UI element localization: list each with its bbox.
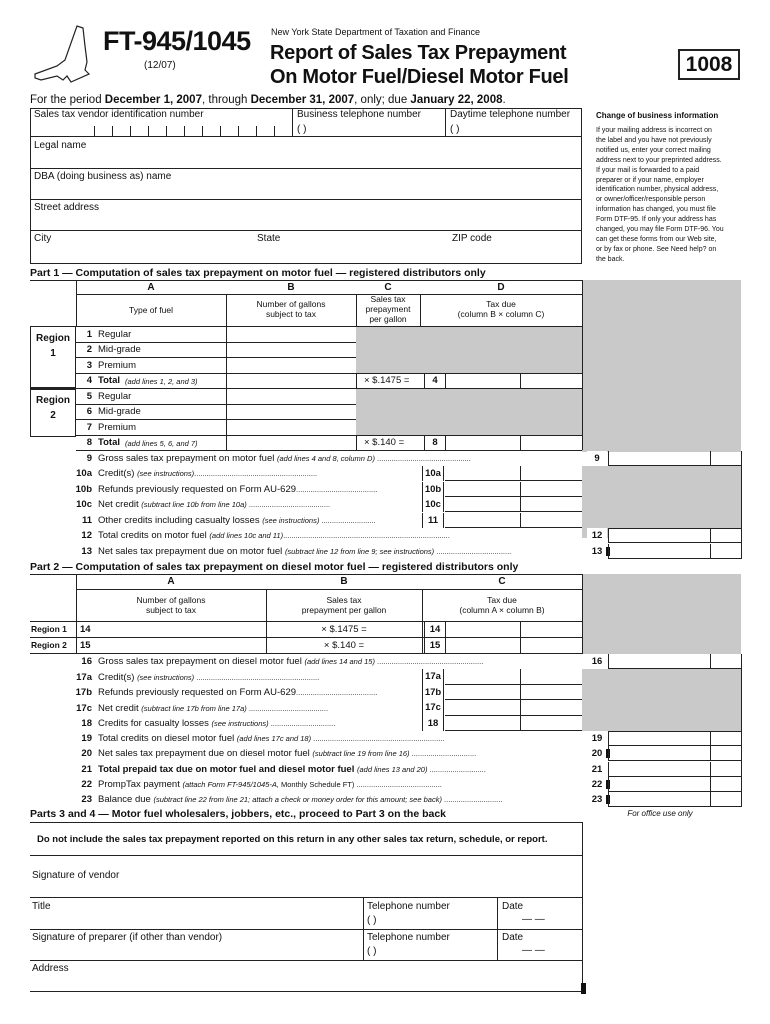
- line13-box-number: 13: [591, 546, 603, 557]
- line13-box-label: [587, 544, 607, 559]
- line8-box-number: 8: [432, 437, 438, 448]
- part2-col-c-letter: C: [498, 576, 506, 587]
- period-only-due: , only; due: [354, 94, 411, 106]
- line2-number: 2: [86, 344, 92, 355]
- line10b-text: [98, 485, 377, 495]
- line10b-number: 10b: [75, 484, 92, 495]
- change-info-line: the label and you have not previously: [596, 136, 712, 144]
- part2-col-b-head-2: prepayment per gallon: [301, 605, 387, 615]
- line10a-dots: ...........................................................: [194, 469, 318, 478]
- diesel-region1-label: Region 1: [31, 624, 67, 634]
- line18-dots: ...............................: [268, 719, 336, 728]
- line7-label: Premium: [98, 422, 137, 433]
- line17b-dots: .......................................: [296, 688, 378, 697]
- daytime-phone-input[interactable]: ( ): [450, 124, 460, 135]
- line14-box-label: [424, 622, 446, 637]
- line17b-input[interactable]: [445, 685, 582, 700]
- change-info-line: or owner/officer/responsible person: [596, 196, 706, 204]
- line8-number: 8: [86, 437, 92, 448]
- part1-col-c-letter: C: [384, 282, 392, 293]
- region2-label: Region: [36, 395, 70, 406]
- line9-input[interactable]: [608, 451, 741, 466]
- change-info-line: identification number, physical address,: [596, 186, 719, 194]
- part1-col-c-head-1: Sales tax: [370, 294, 406, 304]
- form-title-line2: On Motor Fuel/Diesel Motor Fuel: [270, 66, 569, 88]
- line10b-dots: .......................................: [296, 485, 378, 494]
- line1-number: 1: [86, 329, 92, 340]
- line20-box-number: 20: [591, 748, 603, 759]
- line21-dots: ...........................: [427, 765, 486, 774]
- part2-col-a-letter: A: [167, 576, 175, 587]
- line13-number: 13: [81, 546, 92, 557]
- part1-col-b-head-2: subject to tax: [265, 309, 317, 319]
- line23-box-number: 23: [591, 794, 603, 805]
- line9-box-number: 9: [594, 453, 600, 464]
- line17a-input[interactable]: [445, 669, 582, 685]
- line22-note: (attach Form FT-945/1045-A,: [182, 780, 279, 789]
- line17c-dots: ......................................: [246, 704, 329, 713]
- line17a-box-label: [422, 669, 444, 685]
- line14-tax-input[interactable]: [447, 622, 581, 637]
- line15-number: 15: [80, 640, 91, 651]
- telephone-label: Telephone number: [367, 901, 450, 912]
- period-prefix: For the period: [30, 94, 105, 106]
- line21-note: (add lines 13 and 20): [357, 765, 428, 774]
- line9-note: (add lines 4 and 8, column D): [277, 454, 375, 463]
- line4-rate: × $.1475 =: [364, 375, 410, 386]
- street-address-input[interactable]: [30, 200, 582, 230]
- part2-col-a-head-1: Number of gallons: [136, 595, 206, 605]
- legal-name-label: Legal name: [34, 140, 87, 151]
- line12-note: (add lines 10c and 11): [209, 531, 284, 540]
- change-info-line: can get these forms from our Web site,: [596, 235, 717, 243]
- part1-col-d-head-1: Tax due: [486, 299, 516, 309]
- line17c-text: [98, 704, 328, 714]
- line20-text: [98, 749, 476, 759]
- change-info-line: or by fax or phone. See Need help? on: [596, 245, 717, 253]
- line17a-text: [98, 673, 319, 683]
- line10c-number: 10c: [76, 499, 92, 510]
- line16-note: (add lines 14 and 15): [304, 657, 375, 666]
- vendor-telephone-input[interactable]: ( ): [367, 915, 377, 926]
- line1-label: Regular: [98, 329, 132, 340]
- line17a-label: Credit(s): [98, 672, 135, 683]
- part1-col-a-head: Type of fuel: [129, 305, 173, 315]
- line16-dots: ...................................................: [374, 657, 484, 666]
- line22-note2: Monthly Schedule FT): [278, 780, 355, 789]
- title-input[interactable]: [30, 898, 363, 928]
- line11-text: [98, 516, 376, 526]
- line8-box-label: [424, 436, 446, 450]
- line13-label: Net sales tax prepayment due on motor fuel: [98, 546, 283, 557]
- line8-tax-input[interactable]: [447, 436, 581, 450]
- line10a-label: Credit(s): [98, 468, 135, 479]
- line17c-input[interactable]: [445, 700, 582, 716]
- preparer-telephone-label: Telephone number: [367, 932, 450, 943]
- line20-dots: ...............................: [409, 749, 477, 758]
- line14-box-number: 14: [429, 624, 441, 635]
- preparer-date-label: Date: [502, 932, 524, 943]
- change-info-line: preparer or if your name, employer: [596, 176, 704, 184]
- line4-box-number: 4: [432, 375, 438, 386]
- line10b-input[interactable]: [445, 482, 582, 497]
- line15-box-label: [424, 638, 446, 653]
- line6-gallons-input[interactable]: [227, 405, 355, 419]
- change-info-line: notified us, enter your correct mailing: [596, 146, 711, 154]
- part2-col-b-letter: B: [340, 576, 348, 587]
- line10b-box-number: 10b: [424, 484, 442, 495]
- line3-gallons-input[interactable]: [227, 358, 355, 372]
- vendor-date-input[interactable]: — —: [522, 914, 545, 925]
- line17a-note: (see instructions): [137, 673, 195, 682]
- line10a-input[interactable]: [445, 466, 582, 481]
- daytime-phone-label: Daytime telephone number: [450, 109, 571, 120]
- change-info-line: If your mailing address is incorrect on: [596, 127, 712, 134]
- line10a-note: (see instructions): [137, 469, 195, 478]
- line7-gallons-input[interactable]: [227, 420, 355, 434]
- line21-number: 21: [81, 764, 92, 775]
- line20-number: 20: [81, 748, 92, 759]
- change-info-line: Form DTF-95. If only your address has: [596, 216, 717, 224]
- change-info-line: information has changed, you must file: [596, 206, 716, 214]
- region1-label: Region: [36, 333, 70, 344]
- line4-number: 4: [86, 375, 92, 386]
- part2-col-a-head-2: subject to tax: [145, 605, 197, 615]
- line8-note: (add lines 5, 6, and 7): [125, 439, 198, 448]
- line23-input[interactable]: [608, 792, 741, 807]
- line8-gallons-input[interactable]: [227, 436, 355, 450]
- office-use-label: For office use only: [627, 809, 693, 818]
- change-info-text: [596, 126, 736, 265]
- line12-number: 12: [81, 530, 92, 541]
- line22-text: [98, 780, 442, 790]
- line23-dots: ............................: [441, 795, 503, 804]
- change-info-line: If your mail is forwarded to a paid: [596, 166, 700, 174]
- address-label: Address: [32, 963, 69, 974]
- line21-box-number: 21: [591, 764, 603, 775]
- line9-box-label: [587, 451, 607, 466]
- line23-number: 23: [81, 794, 92, 805]
- line17c-label: Net credit: [98, 703, 139, 714]
- line14-number: 14: [80, 624, 91, 635]
- line17b-number: 17b: [75, 687, 92, 698]
- period-line: [30, 95, 506, 107]
- business-phone-input[interactable]: ( ): [297, 124, 307, 135]
- line10a-text: [98, 469, 317, 479]
- period-through: , through: [201, 94, 251, 106]
- line23-note: (subtract line 22 from line 21; attach a check or money order for this amount; see back): [153, 795, 442, 804]
- line19-dots: ...............................................................: [311, 734, 445, 743]
- line15-gallons-input[interactable]: [96, 638, 266, 653]
- ny-state-outline-icon: [27, 16, 93, 86]
- line12-text: [98, 531, 450, 541]
- line11-dots: ..........................: [319, 516, 376, 525]
- line13-dots: ....................................: [434, 547, 512, 556]
- line19-box-label: [587, 731, 607, 746]
- line17a-box-number: 17a: [425, 671, 441, 682]
- line20-box-label: [587, 746, 607, 761]
- line16-text: [98, 657, 483, 667]
- line23-label: Balance due: [98, 794, 151, 805]
- line16-box-label: [587, 654, 607, 669]
- line12-label: Total credits on motor fuel: [98, 530, 207, 541]
- business-phone-label: Business telephone number: [297, 109, 421, 120]
- preparer-date-input[interactable]: — —: [522, 945, 545, 956]
- change-info-notice: [587, 108, 741, 264]
- line23-box-label: [587, 792, 607, 807]
- line17b-label: Refunds previously requested on Form AU-629: [98, 687, 297, 698]
- change-info-line: the back.: [596, 255, 625, 263]
- line10c-input[interactable]: [445, 497, 582, 512]
- signature-vendor-input[interactable]: [30, 856, 582, 896]
- line8-label: Total: [98, 437, 120, 448]
- line18-label: Credits for casualty losses: [98, 718, 209, 729]
- part1-col-b-letter: B: [287, 282, 295, 293]
- period-start: December 1, 2007: [104, 94, 202, 106]
- line16-label: Gross sales tax prepayment on diesel motor fuel: [98, 656, 302, 667]
- legal-name-input[interactable]: [30, 137, 582, 167]
- form-number: FT-945/1045: [103, 26, 251, 56]
- signature-vendor-label: Signature of vendor: [32, 870, 120, 881]
- line19-text: [98, 734, 444, 744]
- line18-box-number: 18: [427, 718, 439, 729]
- dba-name-input[interactable]: [30, 169, 582, 199]
- form-code: 1008: [685, 53, 733, 76]
- line7-number: 7: [86, 422, 92, 433]
- city-label: City: [34, 233, 52, 244]
- line14-gallons-input[interactable]: [96, 622, 266, 637]
- line21-label: Total prepaid tax due on motor fuel and diesel motor fuel: [98, 764, 355, 775]
- signature-preparer-input[interactable]: [30, 930, 363, 960]
- line17b-text: [98, 688, 377, 698]
- city-state-zip-input[interactable]: [30, 231, 582, 264]
- change-info-line: changed, you may file Form DTF-96. You: [596, 226, 724, 234]
- line10c-box-label: [422, 497, 444, 512]
- line4-tax-input[interactable]: [447, 374, 581, 388]
- part2-title: Part 2 — Computation of sales tax prepayment on diesel motor fuel — registered distributors only: [30, 561, 519, 573]
- line5-gallons-input[interactable]: [227, 389, 355, 403]
- part1-col-b-head-1: Number of gallons: [256, 299, 326, 309]
- line17c-note: (subtract line 17b from line 17a): [141, 704, 247, 713]
- scan-mark: [581, 983, 586, 994]
- line9-dots: .............................................: [374, 454, 471, 463]
- line22-number: 22: [81, 779, 92, 790]
- line17c-number: 17c: [76, 703, 92, 714]
- change-info-line: address next to your preprinted address.: [596, 156, 722, 164]
- region2-number: 2: [50, 410, 56, 421]
- line15-rate: × $.140 =: [323, 640, 365, 651]
- line19-note: (add lines 17c and 18): [236, 734, 312, 743]
- part1-col-d-head-2: (column B × column C): [457, 309, 545, 319]
- line16-box-number: 16: [591, 656, 603, 667]
- part2-col-c-head-1: Tax due: [487, 595, 517, 605]
- line17a-number: 17a: [76, 672, 92, 683]
- line11-box-number: 11: [427, 515, 439, 526]
- line10b-label: Refunds previously requested on Form AU-629: [98, 484, 297, 495]
- line13-input[interactable]: [608, 544, 741, 559]
- line17a-dots: ...........................................................: [194, 673, 320, 682]
- line4-label: Total: [98, 375, 120, 386]
- change-info-heading: Change of business information: [596, 111, 719, 120]
- line9-text: [98, 454, 471, 464]
- dba-name-label: DBA (doing business as) name: [34, 171, 172, 182]
- line11-input[interactable]: [445, 513, 582, 528]
- line10c-label: Net credit: [98, 499, 139, 510]
- line5-number: 5: [86, 391, 92, 402]
- line21-input[interactable]: [608, 762, 741, 777]
- line17c-box-number: 17c: [425, 702, 441, 713]
- line22-box-label: [587, 777, 607, 792]
- line12-box-number: 12: [591, 530, 603, 541]
- warning-text: Do not include the sales tax prepayment reported on this return in any other sales tax return, schedule, or report.: [37, 834, 548, 845]
- part1-col-a-letter: A: [147, 282, 155, 293]
- state-label: State: [257, 233, 281, 244]
- title-label: Title: [32, 901, 51, 912]
- part1-title: Part 1 — Computation of sales tax prepayment on motor fuel — registered distributors only: [30, 267, 486, 279]
- line10c-note: (subtract line 10b from line 10a): [141, 500, 247, 509]
- line12-dots: ................................................................................: [283, 531, 450, 540]
- line14-rate: × $.1475 =: [321, 624, 367, 635]
- line10a-box-number: 10a: [425, 468, 441, 479]
- line1-gallons-input[interactable]: [227, 327, 355, 341]
- line15-tax-input[interactable]: [447, 638, 581, 653]
- line17b-box-number: 17b: [424, 687, 442, 698]
- line11-number: 11: [81, 515, 92, 526]
- region1-number: 1: [50, 348, 56, 359]
- zip-label: ZIP code: [452, 233, 492, 244]
- address-input[interactable]: [30, 961, 582, 991]
- line10a-number: 10a: [76, 468, 92, 479]
- line3-number: 3: [86, 360, 92, 371]
- line10b-box-label: [422, 482, 444, 497]
- part1-col-c-head-2: prepayment: [365, 304, 411, 314]
- line12-box-label: [587, 528, 607, 543]
- parts34-instruction: Parts 3 and 4 — Motor fuel wholesalers, jobbers, etc., proceed to Part 3 on the back: [30, 808, 447, 820]
- line20-note: (subtract line 19 from line 16): [312, 749, 410, 758]
- period-due: January 22, 2008: [410, 94, 503, 106]
- part1-col-c-head-3: per gallon: [369, 314, 407, 324]
- period-dot: .: [502, 94, 506, 106]
- line4-box-label: [424, 374, 446, 388]
- line4-note: (add lines 1, 2, and 3): [125, 377, 198, 386]
- part2-col-c-head-2: (column A × column B): [459, 605, 545, 615]
- line10c-box-number: 10c: [425, 499, 441, 510]
- line20-label: Net sales tax prepayment due on diesel motor fuel: [98, 748, 310, 759]
- line12-input[interactable]: [608, 528, 741, 543]
- line10c-text: [98, 500, 330, 510]
- line9-number: 9: [86, 453, 92, 464]
- line10a-box-label: [422, 466, 444, 481]
- preparer-telephone-input[interactable]: ( ): [367, 946, 377, 957]
- line13-text: [98, 547, 511, 557]
- line23-text: [98, 795, 502, 805]
- line21-text: [98, 765, 486, 775]
- line3-label: Premium: [98, 360, 137, 371]
- line17b-box-label: [422, 685, 444, 700]
- agency-name: New York State Department of Taxation and Finance: [271, 27, 480, 37]
- line11-note: (see instructions): [262, 516, 320, 525]
- line19-input[interactable]: [608, 731, 741, 746]
- line2-label: Mid-grade: [98, 344, 141, 355]
- line21-box-label: [587, 762, 607, 777]
- line22-dots: .........................................: [354, 780, 442, 789]
- line6-number: 6: [86, 406, 92, 417]
- line15-box-number: 15: [429, 640, 441, 651]
- line2-gallons-input[interactable]: [227, 343, 355, 357]
- date-label: Date: [502, 901, 524, 912]
- line11-label: Other credits including casualty losses: [98, 515, 260, 526]
- form-title-line1: Report of Sales Tax Prepayment: [270, 42, 567, 64]
- line22-box-number: 22: [591, 779, 603, 790]
- line13-note: (subtract line 12 from line 9; see instructions): [284, 547, 435, 556]
- line6-label: Mid-grade: [98, 406, 141, 417]
- line5-label: Regular: [98, 391, 132, 402]
- form-revision: (12/07): [144, 60, 176, 71]
- line18-box-label: [422, 716, 444, 731]
- line18-input[interactable]: [445, 716, 582, 731]
- line18-text: [98, 719, 335, 729]
- part2-col-b-head-1: Sales tax: [326, 595, 362, 605]
- line22-input[interactable]: [608, 777, 741, 792]
- street-address-label: Street address: [34, 202, 100, 213]
- line19-number: 19: [81, 733, 92, 744]
- line18-number: 18: [81, 718, 92, 729]
- line17c-box-label: [422, 700, 444, 716]
- line11-box-label: [422, 513, 444, 528]
- line19-box-number: 19: [591, 733, 603, 744]
- line22-label: PrompTax payment: [98, 779, 180, 790]
- signature-preparer-label: Signature of preparer (if other than vendor): [32, 932, 223, 943]
- line16-number: 16: [81, 656, 92, 667]
- form-code-box: [678, 49, 740, 80]
- line9-label: Gross sales tax prepayment on motor fuel: [98, 453, 275, 464]
- line8-rate: × $.140 =: [364, 437, 405, 448]
- diesel-region2-label: Region 2: [31, 640, 67, 650]
- line10c-dots: .......................................: [246, 500, 331, 509]
- line19-label: Total credits on diesel motor fuel: [98, 733, 235, 744]
- line18-note: (see instructions): [211, 719, 269, 728]
- line4-gallons-input[interactable]: [227, 374, 355, 388]
- part1-col-d-letter: D: [497, 282, 505, 293]
- vendor-id-label: Sales tax vendor identification number: [34, 109, 204, 120]
- period-end: December 31, 2007: [250, 94, 355, 106]
- line16-input[interactable]: [608, 654, 741, 669]
- vendor-id-input[interactable]: [30, 108, 292, 136]
- line20-input[interactable]: [608, 746, 741, 761]
